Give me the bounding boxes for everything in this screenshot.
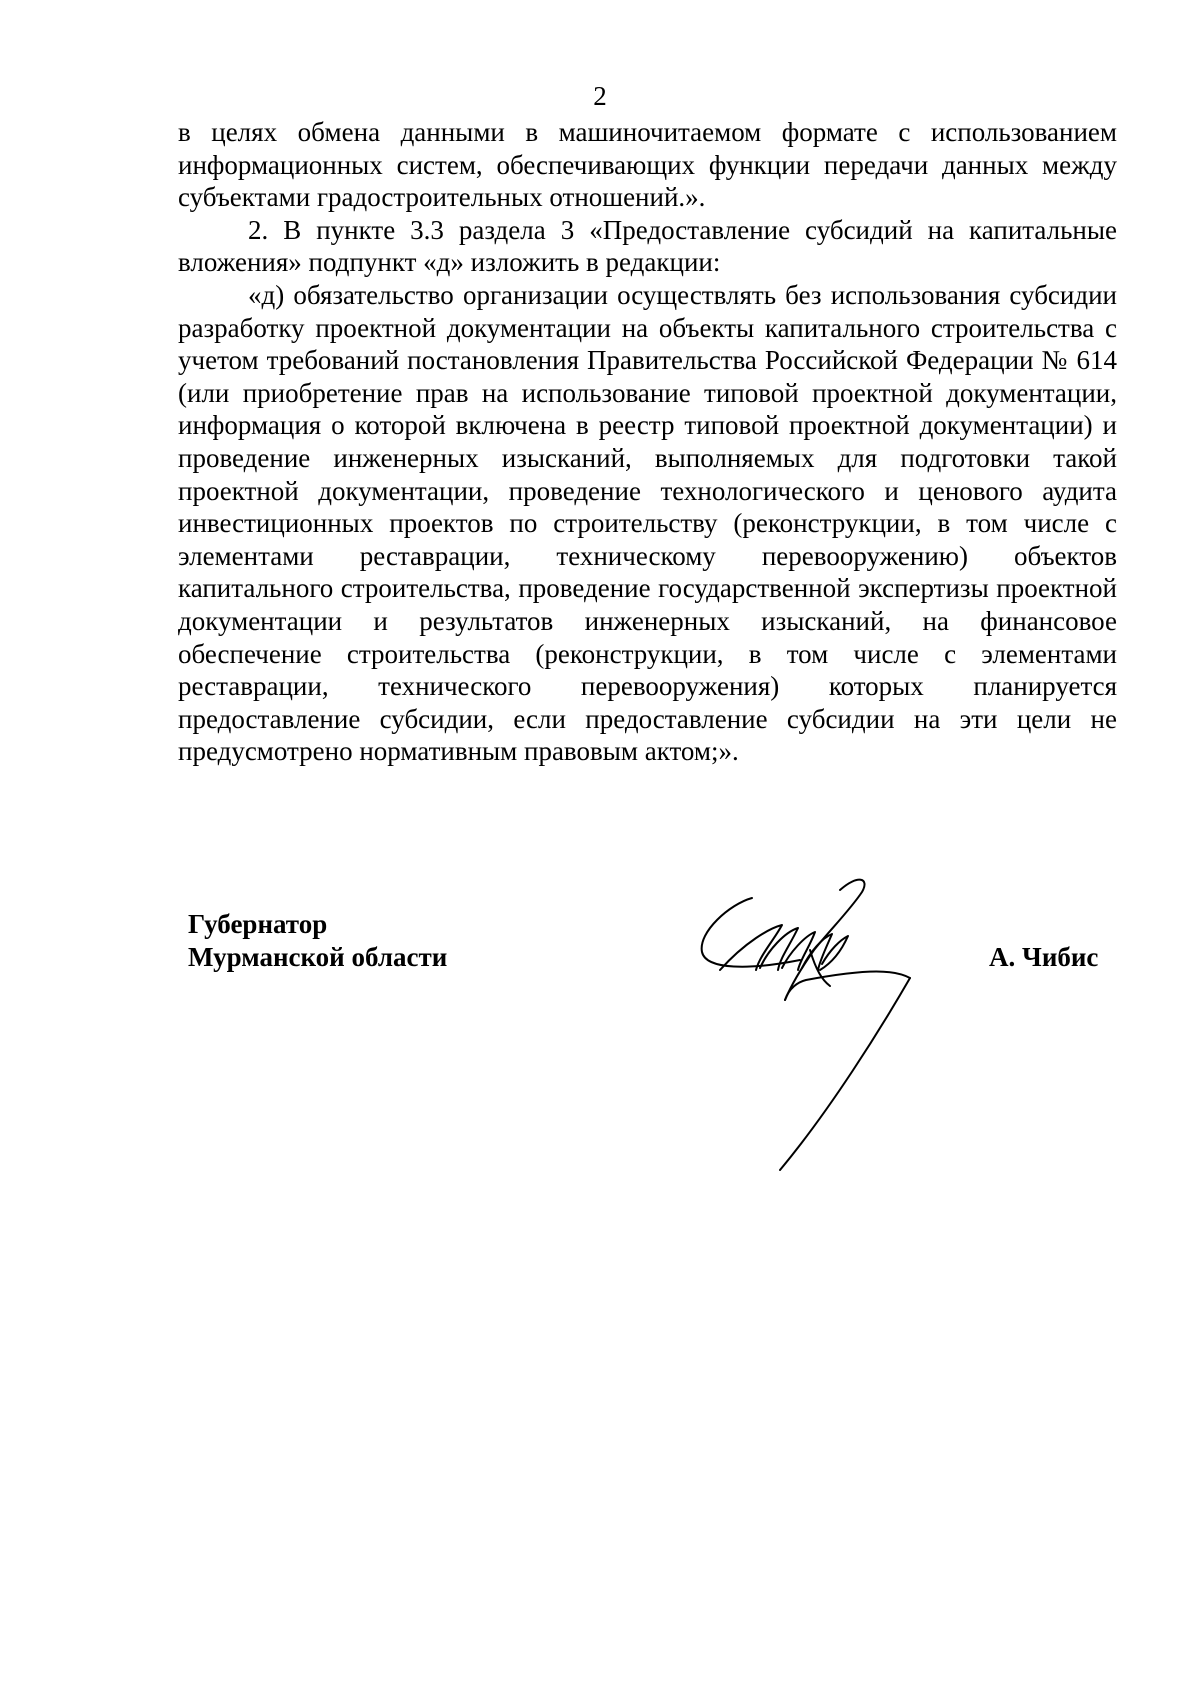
paragraph-subitem-d: «д) обязательство организации осуществлять без использования субсидии разработку проектной документации на объекты капитального строительства с учетом требований постановления Правительства Российской Федерации № 614 (или приобретение прав на использование типовой проектной документации, информация о которой включена в реестр типовой проектной документации) и проведение инженерных изысканий, выполняемых для подготовки такой проектной документации, проведение технологического и ценового аудита инвестиционных проектов по строительству (реконструкции, в том числе с элементами реставрации, техническому перевооружению) объектов капитального строительства, проведение государственной экспертизы проектной документации и результатов инженерных изысканий, на финансовое обеспечение строительства (реконструкции, в том числе с элементами реставрации, технического перевооружения) которых планируется предоставление субсидии, если предоставление субсидии на эти цели не предусмотрено нормативным правовым актом;».: [178, 279, 1117, 767]
signatory-position: [188, 908, 447, 974]
signatory-name: А. Чибис: [989, 942, 1099, 972]
signatory-position-line1: Губернатор: [188, 909, 328, 939]
paragraph-item-2: 2. В пункте 3.3 раздела 3 «Предоставление субсидий на капитальные вложения» подпункт «д» изложить в редакции:: [178, 214, 1117, 278]
paragraph-continuation: в целях обмена данными в машиночитаемом формате с использованием информационных систем, обеспечивающих функции передачи данных между субъектами градостроительных отношений.».: [178, 117, 1117, 213]
page-number: 2: [593, 81, 607, 111]
signatory-position-line2: Мурманской области: [188, 942, 448, 972]
handwritten-signature-icon: [690, 870, 950, 1180]
document-body: [178, 116, 1117, 768]
